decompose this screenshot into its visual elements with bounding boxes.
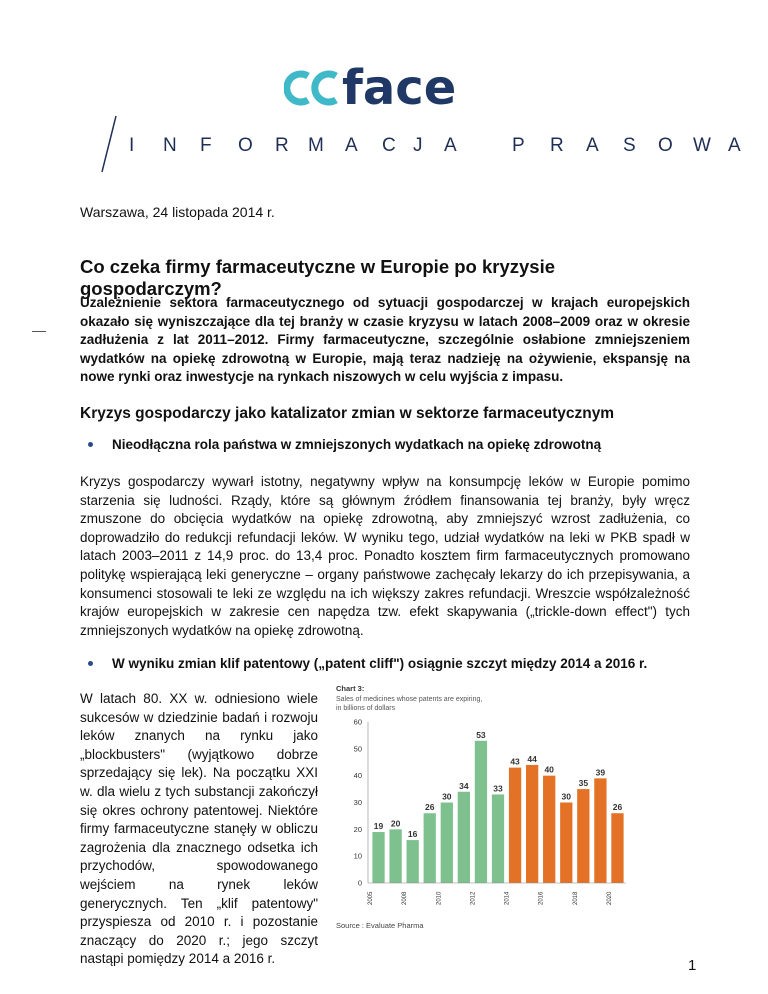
x-tick-label: 2018 bbox=[572, 891, 579, 905]
y-tick-label: 10 bbox=[353, 851, 362, 861]
bar-value-label: 19 bbox=[373, 821, 384, 832]
chart-bar-2017 bbox=[577, 789, 589, 883]
section-heading: Kryzys gospodarczy jako katalizator zmian w sektorze farmaceutycznym bbox=[80, 405, 615, 422]
chart-subtitle-2: in billions of dollars bbox=[336, 705, 396, 712]
coface-logo-mark bbox=[284, 56, 484, 120]
press-letter: O bbox=[658, 135, 673, 156]
press-letter: W bbox=[693, 135, 711, 156]
bar-value-label: 33 bbox=[493, 783, 503, 794]
chart-bar-2005 bbox=[372, 832, 384, 883]
x-tick-label: 2016 bbox=[538, 891, 545, 905]
chart-svg bbox=[330, 680, 632, 932]
bar-value-label: 35 bbox=[578, 778, 589, 789]
bullet-item bbox=[112, 437, 601, 452]
y-tick-label: 0 bbox=[357, 878, 362, 888]
x-tick-label: 2010 bbox=[436, 891, 443, 905]
bar-value-label: 20 bbox=[390, 818, 401, 829]
chart-source: Source : Evaluate Pharma bbox=[336, 921, 424, 930]
y-tick-label: 40 bbox=[353, 771, 362, 781]
bullet-item bbox=[112, 656, 647, 671]
bar-value-label: 43 bbox=[510, 756, 520, 767]
bullet-dot-icon bbox=[88, 661, 93, 666]
chart-bar-2007 bbox=[407, 840, 419, 883]
patent-paragraph: W latach 80. XX w. odniesiono wiele sukcesów w dziedzinie badań i rozwoju leków znanych na rynku jako „blockbusters" (wyjątkowo dobrze sprzedający się lek). Na początku XXI w. dla wielu z tych substancji zakończył się okres ochrony patentowej. Niektóre firmy farmaceutyczne stanęły w obliczu zagrożenia dla znacznego odsetka ich przychodów, spowodowanego wejściem na rynek leków generycznych. Ten „klif patentowy" przyspiesza od 2010 r. i pozostanie znaczący do 2020 r.; jego szczyt nastąpi pomiędzy 2014 a 2016 r. bbox=[80, 691, 318, 967]
info-letter: M bbox=[308, 135, 324, 156]
margin-mark bbox=[32, 331, 46, 332]
logo-wordmark: face bbox=[342, 60, 457, 116]
info-letter: J bbox=[413, 135, 423, 156]
chart-subtitle: Sales of medicines whose patents are expiring, bbox=[336, 696, 483, 703]
info-letter: A bbox=[345, 135, 358, 156]
press-letter: A bbox=[728, 135, 741, 156]
y-tick-label: 30 bbox=[353, 798, 362, 807]
document-date: Warszawa, 24 listopada 2014 r. bbox=[80, 204, 275, 220]
bar-value-label: 39 bbox=[595, 767, 606, 778]
info-letter: R bbox=[275, 135, 289, 156]
x-tick-label: 2014 bbox=[504, 891, 511, 905]
bar-value-label: 26 bbox=[424, 802, 435, 813]
chart-bar-2011 bbox=[475, 741, 487, 883]
x-tick-label: 2012 bbox=[470, 891, 477, 905]
bar-value-label: 53 bbox=[476, 729, 486, 740]
press-letter: P bbox=[512, 135, 525, 156]
press-letter: S bbox=[623, 135, 636, 156]
chart-bar-2012 bbox=[492, 794, 504, 883]
lead-paragraph: Uzależnienie sektora farmaceutycznego od sytuacji gospodarczej w krajach europejskich okazało się wyniszczające dla tej branży w czasie kryzysu w latach 2008–2009 oraz w okresie zadłużenia z lat 2011–2012. Firmy farmaceutyczne, szczególnie osłabione zmniejszeniem wydatków na opiekę zdrowotną w Europie, mają teraz nadzieję na ożywienie, ekspansję na nowe rynki oraz inwestycje na rynkach niszowych w celu wyjścia z impasu. bbox=[80, 295, 690, 385]
info-letter: F bbox=[200, 135, 212, 156]
slash-decoration bbox=[100, 114, 120, 174]
page-number: 1 bbox=[688, 957, 697, 974]
x-tick-label: 2008 bbox=[402, 891, 409, 905]
chart-bar-2013 bbox=[509, 768, 521, 883]
y-tick-label: 50 bbox=[353, 744, 362, 754]
bar-value-label: 30 bbox=[561, 791, 572, 802]
y-tick-label: 60 bbox=[353, 717, 362, 727]
info-letter: C bbox=[382, 135, 396, 156]
bar-value-label: 16 bbox=[407, 829, 418, 840]
chart-bar-2006 bbox=[389, 829, 401, 883]
chart-bar-2018 bbox=[594, 778, 606, 883]
info-letter: I bbox=[129, 135, 135, 156]
chart-bar-2015 bbox=[543, 776, 555, 883]
bar-value-label: 44 bbox=[527, 753, 537, 764]
chart-bar-2019 bbox=[611, 813, 623, 883]
chart-bar-2009 bbox=[441, 803, 453, 884]
bar-value-label: 30 bbox=[442, 791, 452, 802]
body-paragraph: Kryzys gospodarczy wywarł istotny, negatywny wpływ na konsumpcję leków w Europie pomimo starzenia się ludności. Rządy, które są głównym źródłem finansowania tej branży, były wręcz zmuszone do obcięcia wydatków na opiekę zdrowotną, aby zmniejszyć wzrost zadłużenia, co doprowadziło do redukcji refundacji leków. W wyniku tego, udział wydatków na leki w PKB spadł w latach 2003–2011 z 14,9 proc. do 13,4 proc. Ponadto kosztem firm farmaceutycznych promowano politykę wspierającą leki generyczne – organy państwowe zachęcały lekarzy do ich przepisywania, a konsumenci stosowali te leki ze względu na ich większy zakres refundacji. Wreszcie współzależność krajów europejskich w zakresie cen napędza tzw. efekt skapywania („trickle-down effect") tych zmniejszonych wydatków na opiekę zdrowotną. bbox=[80, 474, 690, 638]
info-letter: O bbox=[238, 135, 253, 156]
chart-bar-2016 bbox=[560, 803, 572, 884]
bullet-text: Nieodłączna rola państwa w zmniejszonych wydatkach na opiekę zdrowotną bbox=[112, 437, 602, 452]
info-letter: A bbox=[444, 135, 457, 156]
press-letter: R bbox=[550, 135, 564, 156]
patent-expiry-chart bbox=[330, 680, 632, 932]
x-tick-label: 2020 bbox=[606, 891, 613, 905]
bar-value-label: 26 bbox=[612, 802, 623, 813]
bullet-text: W wyniku zmian klif patentowy („patent cliff") osiągnie szczyt między 2014 a 2016 r. bbox=[112, 656, 648, 671]
y-tick-label: 20 bbox=[353, 824, 362, 834]
bar-value-label: 34 bbox=[459, 780, 469, 791]
chart-bar-2010 bbox=[458, 792, 470, 883]
info-letter: N bbox=[163, 135, 177, 156]
bullet-dot-icon bbox=[88, 442, 93, 447]
bar-value-label: 40 bbox=[544, 764, 554, 775]
chart-title: Chart 3: bbox=[336, 684, 365, 693]
press-letter: A bbox=[586, 135, 599, 156]
chart-bar-2008 bbox=[424, 813, 436, 883]
page-title: Co czeka firmy farmaceutyczne w Europie po kryzysie gospodarczym? bbox=[80, 256, 556, 299]
chart-bar-2014 bbox=[526, 765, 538, 883]
x-tick-label: 2005 bbox=[368, 891, 374, 905]
